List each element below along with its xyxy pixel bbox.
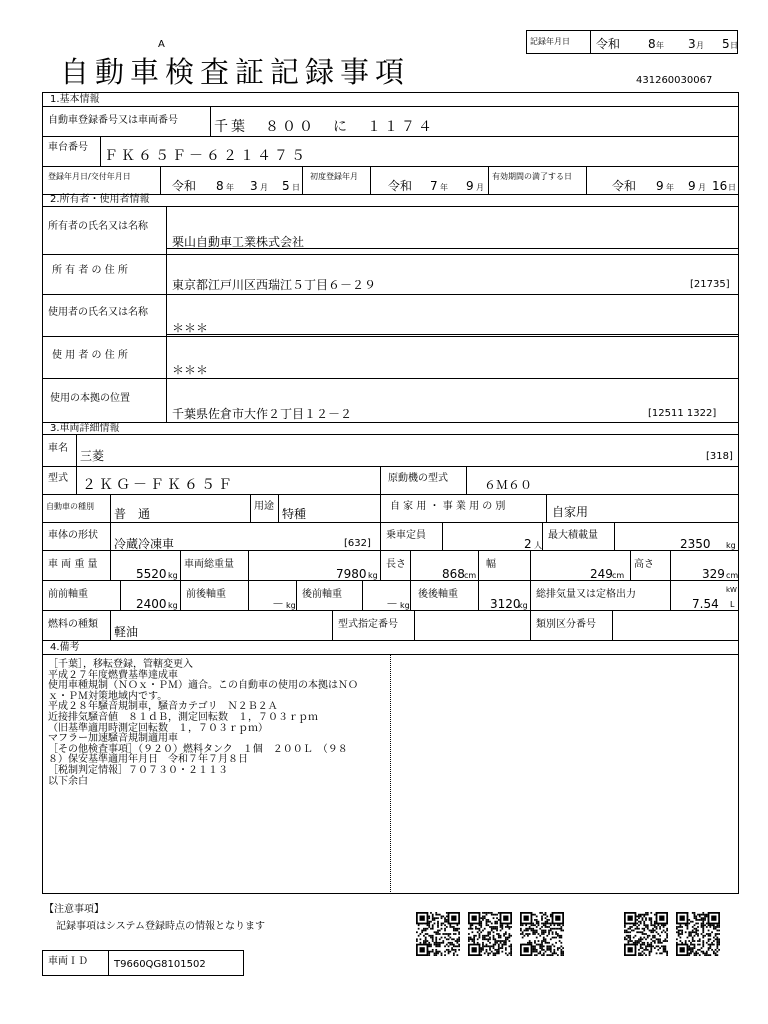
maker-label: 車名 bbox=[48, 443, 68, 454]
rr-axle-label: 後後軸重 bbox=[418, 589, 458, 600]
day-unit: 日 bbox=[730, 41, 738, 50]
qr-code-4 bbox=[624, 912, 668, 956]
gross-label: 車両総重量 bbox=[184, 559, 234, 570]
record-date-era: 令和 bbox=[596, 37, 621, 51]
year-unit: 年 bbox=[226, 183, 234, 192]
weight-unit: kg bbox=[400, 601, 410, 610]
reg-date-era: 令和 bbox=[172, 179, 197, 193]
type-number-label: 型式指定番号 bbox=[338, 619, 398, 630]
width: 249 bbox=[590, 567, 613, 581]
year-unit: 年 bbox=[440, 183, 448, 192]
month-unit: 月 bbox=[476, 183, 484, 192]
capacity-unit: 人 bbox=[534, 541, 542, 550]
weight-unit: kg bbox=[518, 601, 528, 610]
cm-unit: cm bbox=[612, 571, 625, 580]
capacity-label: 乗車定員 bbox=[386, 530, 426, 541]
record-date-day: 5 bbox=[722, 37, 730, 51]
user-name: ＊＊＊ bbox=[172, 321, 209, 335]
vehicle-id-label: 車両ＩＤ bbox=[48, 956, 88, 967]
owner-address-code: [21735] bbox=[690, 279, 730, 290]
qr-code-3 bbox=[520, 912, 564, 956]
base-location: 千葉県佐倉市大作２丁目１２－２ bbox=[172, 407, 353, 421]
qr-code-2 bbox=[468, 912, 512, 956]
month-unit: 月 bbox=[698, 183, 706, 192]
gross-weight: 7980 bbox=[336, 567, 367, 581]
first-reg-label: 初度登録年月 bbox=[310, 172, 358, 181]
class-number-label: 類別区分番号 bbox=[536, 619, 596, 630]
length: 868 bbox=[442, 567, 465, 581]
model: ２ＫＧ－ＦＫ６５Ｆ bbox=[82, 477, 235, 493]
base-location-label: 使用の本拠の位置 bbox=[50, 393, 130, 404]
displacement-label: 総排気量又は定格出力 bbox=[536, 589, 636, 600]
use-label: 用途 bbox=[254, 501, 274, 512]
liter-unit: L bbox=[730, 600, 735, 609]
section1-title: 1.基本情報 bbox=[50, 94, 100, 105]
reg-number-label: 自動車登録番号又は車両番号 bbox=[48, 115, 178, 126]
usage: 自家用 bbox=[552, 505, 589, 519]
notice-text: 記録事項はシステム登録時点の情報となります bbox=[56, 921, 265, 932]
kind: 普 通 bbox=[114, 507, 151, 521]
rf-axle-label: 後前軸重 bbox=[302, 589, 342, 600]
reg-date-day: 5 bbox=[282, 179, 290, 193]
reg-date-label: 登録年月日/交付年月日 bbox=[48, 172, 131, 181]
reg-number-value: 千葉 ８００ に １１７４ bbox=[214, 119, 435, 135]
engine: ６Ｍ６０ bbox=[484, 478, 533, 492]
owner-address-label: 所 有 者 の 住 所 bbox=[52, 265, 128, 276]
rr-axle: 3120 bbox=[490, 597, 521, 611]
user-address: ＊＊＊ bbox=[172, 363, 209, 377]
year-unit: 年 bbox=[656, 41, 664, 50]
width-label: 幅 bbox=[486, 559, 496, 570]
use: 特種 bbox=[282, 507, 307, 521]
remarks-text: ［千葉］，移転登録，管轄変更入 平成２７年度燃費基準達成車 使用車種規制（ＮＯｘ・ＰＭ）適合。この自動車の使用の本拠はＮＯ ｘ・ＰＭ対策地域内です。 平成２８年騒音規制車，騒音カテゴリ Ｎ２Ｂ２Ａ 近接排気騒音値 ８１ｄＢ，測定回転数 １，７０３ｒｐｍ （旧基準適用時測定回転数 １，７０３ｒｐｍ） マフラー加速騒音規制適用車 ［その他検査事項］（９２０）燃料タンク １個 ２００Ｌ （９８ ８）保安基準適用年月日 令和７年７月８日 ［税制判定情報］７０７３０・２１１３ 以下余白 bbox=[48, 659, 358, 787]
expiry-year: 9 bbox=[656, 179, 664, 193]
kind-label: 自動車の種別 bbox=[46, 502, 94, 511]
body-label: 車体の形状 bbox=[48, 530, 98, 541]
record-date-label: 記録年月日 bbox=[530, 37, 570, 46]
section4-title: 4.備考 bbox=[50, 642, 80, 653]
year-unit: 年 bbox=[666, 183, 674, 192]
max-load-unit: kg bbox=[726, 541, 736, 550]
vehicle-id: T9660QG8101502 bbox=[114, 959, 206, 970]
reg-date-year: 8 bbox=[216, 179, 224, 193]
fuel-label: 燃料の種類 bbox=[48, 619, 98, 630]
page-title: 自動車検査証記録事項 bbox=[60, 55, 411, 89]
weight-label: 車 両 重 量 bbox=[48, 559, 98, 570]
owner-address: 東京都江戸川区西瑞江５丁目６－２９ bbox=[172, 278, 377, 292]
day-unit: 日 bbox=[292, 183, 300, 192]
max-load-label: 最大積載量 bbox=[548, 530, 598, 541]
weight-unit: kg bbox=[286, 601, 296, 610]
reg-date-month: 3 bbox=[250, 179, 258, 193]
qr-code-5 bbox=[676, 912, 720, 956]
first-reg-month: 9 bbox=[466, 179, 474, 193]
expiry-era: 令和 bbox=[612, 179, 637, 193]
ff-axle: 2400 bbox=[136, 597, 167, 611]
expiry-day: 16 bbox=[712, 179, 728, 193]
capacity: 2 bbox=[524, 537, 532, 551]
weight-unit: kg bbox=[168, 571, 178, 580]
doc-number: 431260030067 bbox=[636, 75, 713, 86]
max-load: 2350 bbox=[680, 537, 711, 551]
length-label: 長さ bbox=[386, 559, 406, 570]
month-unit: 月 bbox=[696, 41, 704, 50]
height-label: 高さ bbox=[634, 559, 654, 570]
weight-unit: kg bbox=[168, 601, 178, 610]
top-mark: A bbox=[158, 39, 165, 50]
day-unit: 日 bbox=[728, 183, 736, 192]
body-shape: 冷蔵冷凍車 bbox=[114, 537, 175, 551]
user-address-label: 使 用 者 の 住 所 bbox=[52, 350, 128, 361]
user-name-label: 使用者の氏名又は名称 bbox=[48, 307, 148, 318]
first-reg-era: 令和 bbox=[388, 179, 413, 193]
owner-name: 栗山自動車工業株式会社 bbox=[172, 235, 305, 249]
fr-axle: － bbox=[272, 597, 285, 611]
chassis-value: ＦＫ６５Ｆ－６２１４７５ bbox=[104, 148, 308, 164]
maker-code: [318] bbox=[706, 451, 733, 462]
chassis-label: 車台番号 bbox=[48, 142, 88, 153]
kw-unit: kW bbox=[726, 586, 737, 594]
expiry-label: 有効期間の満了する日 bbox=[492, 172, 572, 181]
model-label: 型式 bbox=[48, 473, 68, 484]
base-location-code: [12511 1322] bbox=[648, 408, 717, 419]
usage-label: 自 家 用 ・ 事 業 用 の 別 bbox=[390, 501, 506, 512]
fr-axle-label: 前後軸重 bbox=[186, 589, 226, 600]
section2-title: 2.所有者・使用者情報 bbox=[50, 194, 150, 205]
vehicle-weight: 5520 bbox=[136, 567, 167, 581]
month-unit: 月 bbox=[260, 183, 268, 192]
expiry-month: 9 bbox=[688, 179, 696, 193]
height: 329 bbox=[702, 567, 725, 581]
rf-axle: － bbox=[386, 597, 399, 611]
body-code: [632] bbox=[344, 538, 371, 549]
engine-label: 原動機の型式 bbox=[388, 473, 448, 484]
cm-unit: cm bbox=[726, 571, 739, 580]
cm-unit: cm bbox=[464, 571, 477, 580]
ff-axle-label: 前前軸重 bbox=[48, 589, 88, 600]
weight-unit: kg bbox=[368, 571, 378, 580]
fuel: 軽油 bbox=[114, 625, 139, 639]
first-reg-year: 7 bbox=[430, 179, 438, 193]
maker: 三菱 bbox=[80, 449, 105, 463]
displacement: 7.54 bbox=[692, 597, 719, 611]
owner-name-label: 所有者の氏名又は名称 bbox=[48, 221, 148, 232]
section3-title: 3.車両詳細情報 bbox=[50, 423, 120, 434]
record-date-month: 3 bbox=[688, 37, 696, 51]
notice-title: 【注意事項】 bbox=[44, 904, 104, 915]
qr-code-1 bbox=[416, 912, 460, 956]
record-date-year: 8 bbox=[648, 37, 656, 51]
